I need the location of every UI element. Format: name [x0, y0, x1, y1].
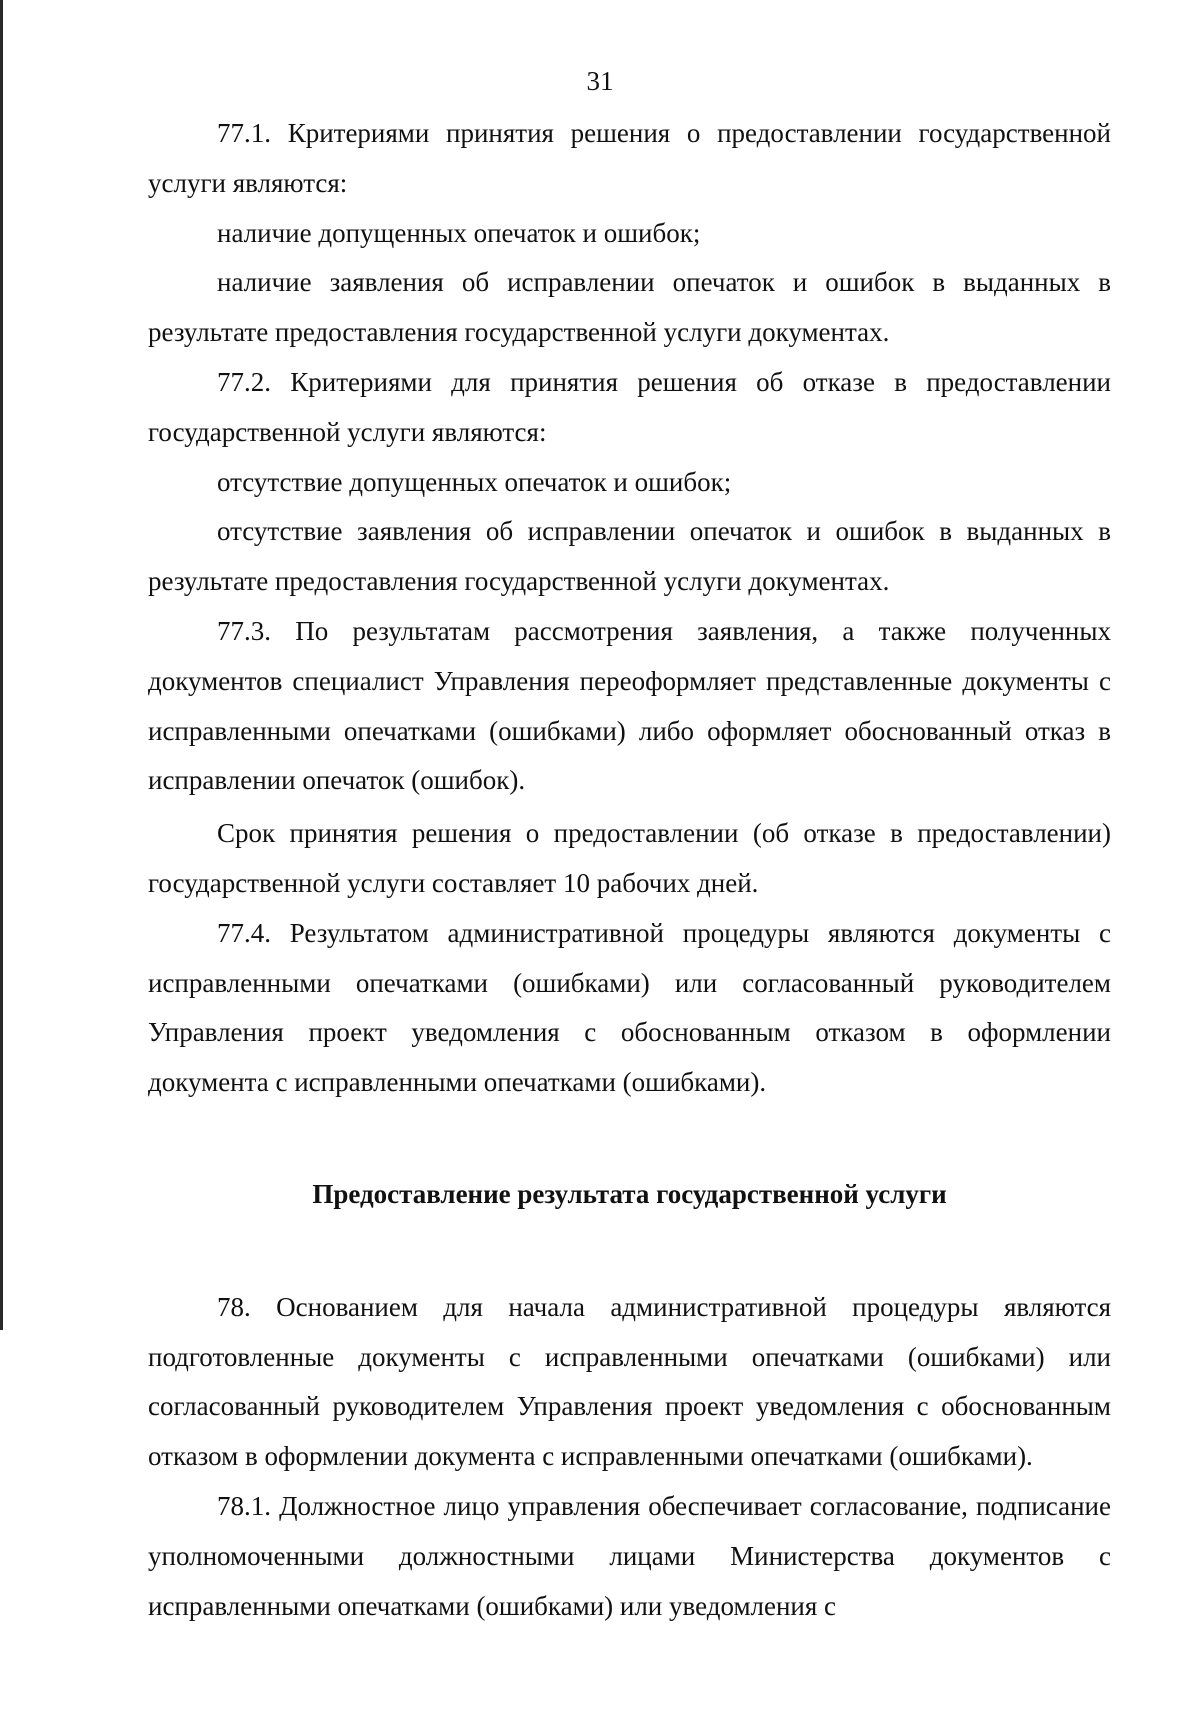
- document-body: [148, 109, 1111, 1631]
- paragraph-77-2: 77.2. Критериями для принятия решения об отказе в предоставлении государственной услуги являются:: [148, 366, 1111, 447]
- section-heading: Предоставление результата государственной услуги: [312, 1178, 947, 1209]
- paragraph-77-2-item-2: отсутствие заявления об исправлении опечаток и ошибок в выданных в результате предоставления государственной услуги документах.: [148, 516, 1111, 597]
- paragraph-77-4: 77.4. Результатом административной процедуры являются документы с исправленными опечатками (ошибками) или согласованный руководителем Управления проект уведомления с обоснованным отказом в оформлении документа с исправленными опечатками (ошибками).: [148, 917, 1111, 1098]
- paragraph-77-1-item-2: наличие заявления об исправлении опечаток и ошибок в выданных в результате предоставления государственной услуги документах.: [148, 267, 1111, 348]
- page-number: 31: [586, 66, 614, 96]
- paragraph-77-1: 77.1. Критериями принятия решения о предоставлении государственной услуги являются:: [148, 118, 1111, 198]
- paragraph-77-1-item-1: наличие допущенных опечаток и ошибок;: [217, 217, 701, 248]
- paragraph-78-1: 78.1. Должностное лицо управления обеспечивает согласование, подписание уполномоченными должностными лицами Министерства документов с исправленными опечатками (ошибками) или уведомления с: [148, 1490, 1111, 1621]
- scan-edge-line: [0, 0, 3, 1330]
- paragraph-77-2-item-1: отсутствие допущенных опечаток и ошибок;: [217, 466, 732, 497]
- paragraph-deadline: Срок принятия решения о предоставлении (об отказе в предоставлении) государственной услуги составляет 10 рабочих дней.: [148, 818, 1111, 898]
- paragraph-78: 78. Основанием для начала административной процедуры являются подготовленные документы с исправленными опечатками (ошибками) или согласованный руководителем Управления проект уведомления с обоснованным отказом в оформлении документа с исправленными опечатками (ошибками).: [148, 1291, 1111, 1472]
- paragraph-77-3: 77.3. По результатам рассмотрения заявления, а также полученных документов специалист Управления переоформляет представленные документы с исправленными опечатками (ошибками) либо оформляет обоснованный отказ в исправлении опечаток (ошибок).: [148, 615, 1111, 796]
